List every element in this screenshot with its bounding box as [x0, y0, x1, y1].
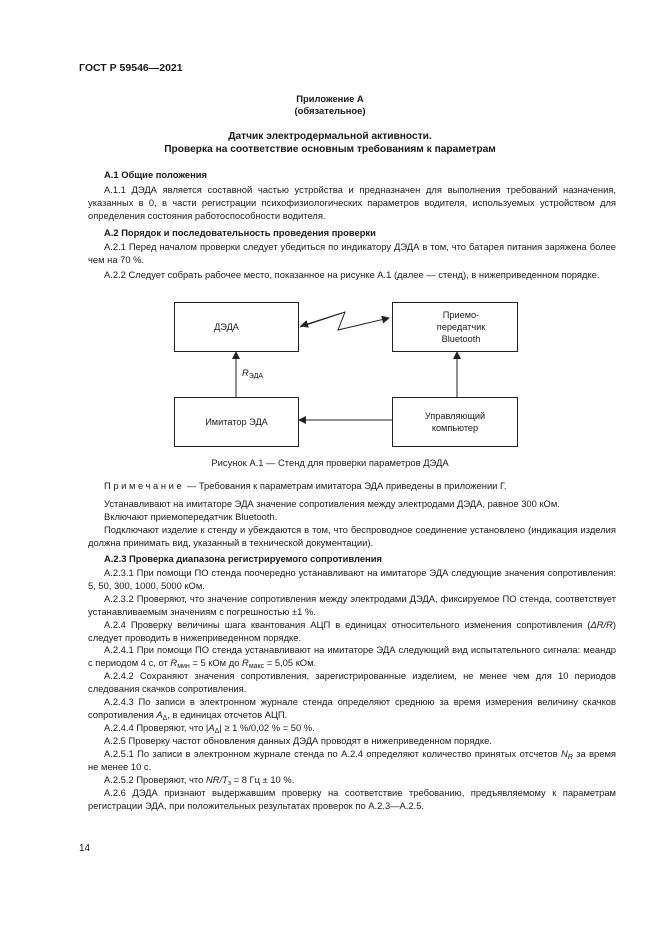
section-a23-title: А.2.3 Проверка диапазона регистрируемого сопротивления: [104, 553, 382, 564]
box-deda: [174, 302, 299, 352]
appendix-heading-line2: Проверка на соответствие основным требованиям к параметрам: [164, 144, 496, 155]
paragraph-a1-1: А.1.1 ДЭДА является составной частью устройства и предназначен для выполнения требований назначения, указанных в 0, в части регистрации психофизиологических параметров водителя, используемых устройством для определения состояния работоспособности водителя.: [88, 184, 616, 222]
box-computer: [392, 397, 518, 447]
paragraph-a2-4-1: А.2.4.1 При помощи ПО стенда устанавливают на имитаторе ЭДА следующий вид испытательного сигнала: меандр с периодом 4 с, от $R_{мин} = 5$ кОм до $R_{макс} = 5,05$ кОм.: [88, 644, 616, 671]
paragraph-a2-6: А.2.6 ДЭДА признают выдержавшим проверку на соответствие требованию, предъявляемому к параметрам регистрации ЭДА, при положительных результатах проверок по А.2.3—А.2.5.: [88, 787, 616, 812]
paragraph-a2-5: А.2.5 Проверку частот обновления данных ДЭДА проводят в нижеприведенном порядке.: [104, 735, 492, 746]
section-a2-title: А.2 Порядок и последовательность проведения проверки: [104, 227, 376, 238]
paragraph-a2-1: А.2.1 Перед началом проверки следует убедиться по индикатору ДЭДА в том, что батарея питания заряжена более чем на 70 %.: [88, 241, 616, 266]
document-code: ГОСТ Р 59546—2021: [79, 62, 183, 74]
box-transceiver: [392, 302, 518, 352]
note-text: — Требования к параметрам имитатора ЭДА приведены в приложении Г.: [184, 480, 507, 491]
figure-caption: Рисунок А.1 — Стенд для проверки параметров ДЭДА: [211, 457, 449, 468]
paragraph-a2-2: А.2.2 Следует собрать рабочее место, показанное на рисунке А.1 (далее — стенд), в нижеприведенном порядке.: [104, 269, 600, 280]
paragraph-a2-3-1: А.2.3.1 При помощи ПО стенда поочередно устанавливают на имитаторе ЭДА следующие значения сопротивления: 5, 50, 300, 1000, 5000 кОм.: [88, 567, 616, 592]
appendix-status: (обязательное): [294, 105, 366, 116]
note: [88, 479, 616, 492]
page-number: 14: [79, 843, 91, 854]
box-imitator-label: Имитатор ЭДА: [205, 417, 268, 427]
paragraph-a2-4: А.2.4 Проверку величины шага квантования АЦП в единицах относительного изменения сопротивления (ΔR/R) следует проводить в нижеприведенном порядке.: [88, 619, 616, 644]
wireless-link-arrow: [300, 312, 389, 330]
box-transceiver-label-3: Bluetooth: [441, 334, 481, 344]
paragraph-a2-4-3: А.2.4.3 По записи в электронном журнале стенда определяют среднюю за время измерения величину скачков сопротивления $A_\Delta$, в единицах отсчетов АЦП.: [88, 696, 616, 723]
note-label: Примечание: [104, 480, 185, 491]
box-computer-label-1: Управляющий: [424, 411, 486, 421]
appendix-heading-line1: Датчик электродермальной активности.: [228, 131, 432, 142]
step-paragraph-1: Устанавливают на имитаторе ЭДА значение сопротивления между электродами ДЭДА, равное 300 кОм.: [104, 498, 560, 509]
resistance-label: $R_{ЭДА}$: [242, 367, 263, 380]
box-computer-label-2: компьютер: [431, 423, 479, 433]
box-imitator: [174, 397, 299, 447]
step-paragraph-3: Подключают изделие к стенду и убеждаются в том, что беспроводное соединение установлено (индикация изделия должна принимать вид, указанный в технической документации).: [88, 524, 616, 549]
step-paragraph-2: Включают приемопередатчик Bluetooth.: [104, 511, 278, 522]
box-deda-label: ДЭДА: [214, 322, 239, 332]
paragraph-a2-5-2: А.2.5.2 Проверяют, что $NR/T_з = 8$ Гц ± 10 %.: [104, 774, 295, 787]
paragraph-a2-5-1: А.2.5.1 По записи в электронном журнале стенда по А.2.4 определяют количество принятых отсчетов $N_R$ за время не менее 10 с.: [88, 748, 616, 773]
box-transceiver-label-1: Приемо-: [442, 310, 480, 320]
box-transceiver-label-2: передатчик: [436, 322, 486, 332]
paragraph-a2-3-2: А.2.3.2 Проверяют, что значение сопротивления между электродами ДЭДА, фиксируемое ПО стенда, соответствует устанавливаемым значениям с погрешностью ±1 %.: [88, 593, 616, 618]
paragraph-a2-4-4: А.2.4.4 Проверяют, что $|A_\Delta| \ge 1$ %/0,02 % = 50 %.: [104, 722, 315, 735]
appendix-title: Приложение А: [296, 93, 364, 104]
section-a1-title: А.1 Общие положения: [104, 169, 207, 180]
paragraph-a2-4-2: А.2.4.2 Сохраняют значения сопротивления, зарегистрированные изделием, не менее чем для 10 периодов следования скачков сопротивления.: [88, 670, 616, 695]
